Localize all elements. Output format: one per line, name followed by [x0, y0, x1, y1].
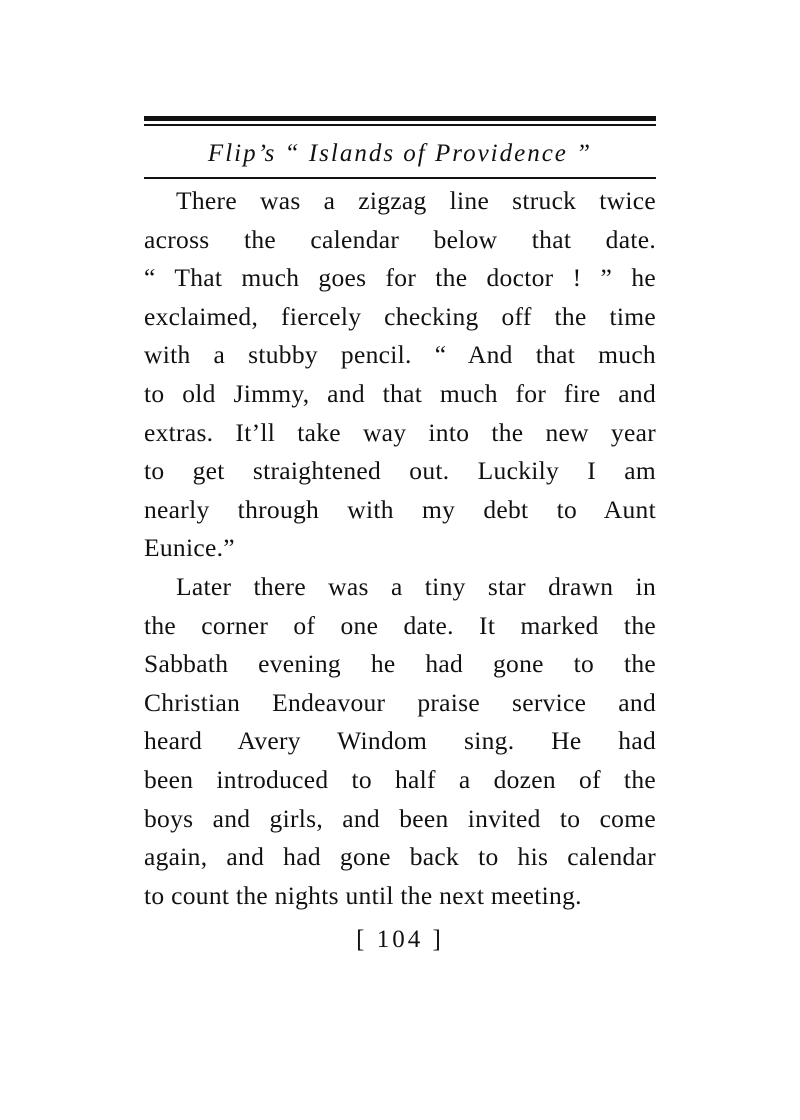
- text-line: There was a zigzag line struck twice: [176, 186, 656, 215]
- header-rule-thin: [144, 124, 656, 126]
- text-line: nearly through with my debt to Aunt: [144, 494, 656, 524]
- text-line: the corner of one date. It marked the: [144, 610, 656, 640]
- text-line: Later there was a tiny star drawn in: [176, 571, 656, 601]
- body-text: [144, 182, 656, 915]
- text-line: boys and girls, and been invited to come: [144, 803, 656, 833]
- text-line: again, and had gone back to his calendar: [144, 842, 656, 872]
- text-line: with a stubby pencil. “ And that much: [144, 340, 656, 370]
- text-line: heard Avery Windom sing. He had: [144, 726, 656, 756]
- text-line: “ That much goes for the doctor ! ” he: [144, 263, 656, 293]
- text-line: to count the nights until the next meeting.: [144, 880, 582, 910]
- text-line: to get straightened out. Luckily I am: [144, 456, 656, 486]
- text-line: exclaimed, fiercely checking off the time: [144, 301, 656, 331]
- running-head: Flip’s “ Islands of Providence ”: [207, 140, 593, 167]
- header-rule-bottom: [144, 177, 656, 179]
- text-line: Eunice.”: [144, 533, 235, 563]
- text-line: Christian Endeavour praise service and: [144, 687, 656, 717]
- page-number: [ 104 ]: [356, 926, 444, 953]
- text-line: extras. It’ll take way into the new year: [144, 417, 656, 447]
- text-line: to old Jimmy, and that much for fire and: [144, 378, 656, 408]
- header-rule-thick: [144, 116, 656, 121]
- text-line: across the calendar below that date.: [144, 224, 656, 254]
- text-line: Sabbath evening he had gone to the: [144, 649, 656, 679]
- text-line: been introduced to half a dozen of the: [144, 764, 656, 794]
